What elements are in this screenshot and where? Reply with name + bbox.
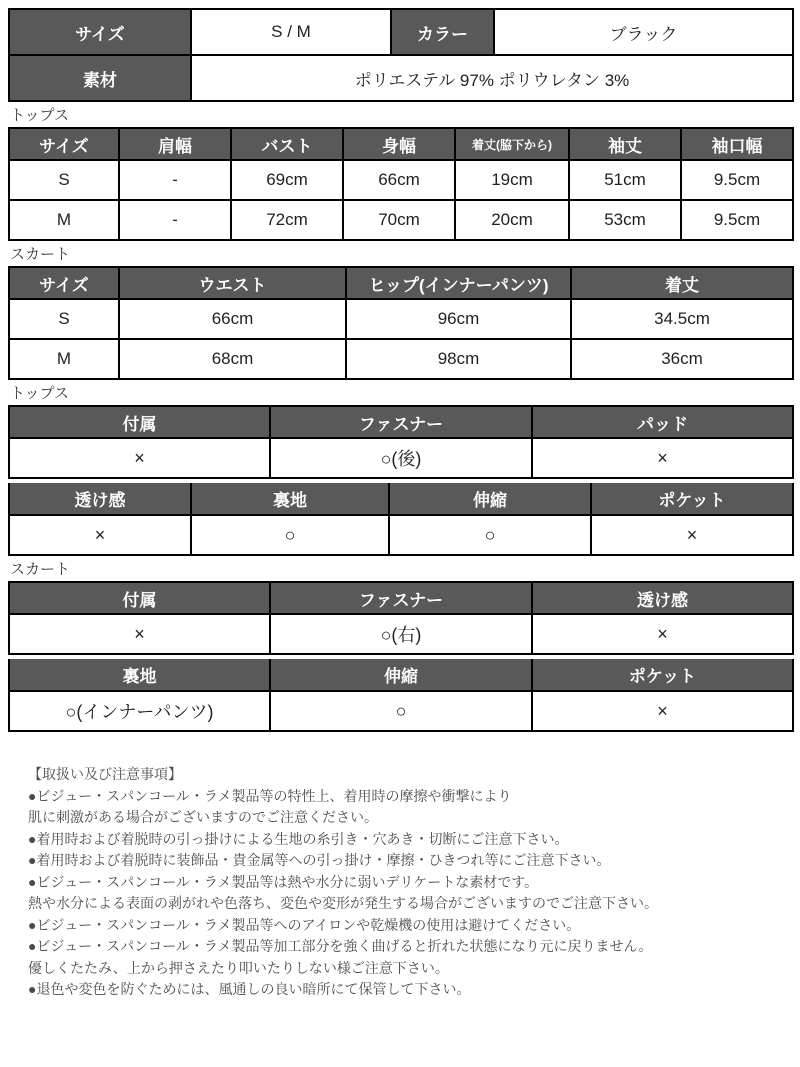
tops-measure-table bbox=[8, 127, 794, 241]
feature-header: ファスナー bbox=[270, 582, 532, 614]
skirt-detail-section-label: スカート bbox=[10, 561, 71, 578]
care-note-line: 肌に刺激がある場合がございますのでご注意ください。 bbox=[28, 809, 378, 825]
care-notes-title: 【取扱い及び注意事項】 bbox=[28, 766, 182, 782]
measure-cell: 66cm bbox=[119, 299, 346, 339]
spec-table bbox=[8, 8, 794, 102]
feature-value: × bbox=[532, 614, 793, 654]
care-note-line: ●ビジュー・スパンコール・ラメ製品等へのアイロンや乾燥機の使用は避けてください。 bbox=[28, 916, 581, 933]
column-header: バスト bbox=[231, 128, 343, 160]
material-label: 素材 bbox=[9, 55, 191, 101]
feature-value: ○(後) bbox=[270, 438, 532, 478]
size-cell: S bbox=[9, 299, 119, 339]
skirt-measure-table bbox=[8, 266, 794, 380]
measure-cell: 36cm bbox=[571, 339, 793, 379]
measure-cell: 68cm bbox=[119, 339, 346, 379]
table-row bbox=[9, 160, 793, 200]
skirt-detail-table-group2 bbox=[8, 659, 794, 732]
column-header: 着丈(脇下から) bbox=[455, 128, 569, 160]
measure-cell: 96cm bbox=[346, 299, 571, 339]
material-value: ポリエステル 97% ポリウレタン 3% bbox=[191, 55, 793, 101]
measure-cell: 72cm bbox=[231, 200, 343, 240]
measure-cell: 66cm bbox=[343, 160, 455, 200]
measure-cell: 34.5cm bbox=[571, 299, 793, 339]
feature-header: ポケット bbox=[591, 483, 793, 515]
care-note-line: ●ビジュー・スパンコール・ラメ製品等の特性上、着用時の摩擦や衝撃により bbox=[28, 787, 512, 804]
feature-header: 裏地 bbox=[9, 659, 270, 691]
measure-cell: 51cm bbox=[569, 160, 681, 200]
color-value: ブラック bbox=[494, 9, 793, 55]
feature-value: × bbox=[532, 691, 793, 731]
column-header: サイズ bbox=[9, 267, 119, 299]
column-header: ヒップ(インナーパンツ) bbox=[346, 267, 571, 299]
feature-value: ○ bbox=[389, 515, 591, 555]
measure-cell: 98cm bbox=[346, 339, 571, 379]
measure-cell: 20cm bbox=[455, 200, 569, 240]
feature-header: 透け感 bbox=[9, 483, 191, 515]
column-header: ウエスト bbox=[119, 267, 346, 299]
feature-header: 伸縮 bbox=[389, 483, 591, 515]
measure-cell: 19cm bbox=[455, 160, 569, 200]
measure-cell: 53cm bbox=[569, 200, 681, 240]
feature-header: 裏地 bbox=[191, 483, 389, 515]
column-header: サイズ bbox=[9, 128, 119, 160]
care-note-line: ●ビジュー・スパンコール・ラメ製品等は熱や水分に弱いデリケートな素材です。 bbox=[28, 873, 539, 890]
measure-cell: 70cm bbox=[343, 200, 455, 240]
tops-detail-table-group2 bbox=[8, 483, 794, 556]
care-note-line: ●退色や変色を防ぐためには、風通しの良い暗所にて保管して下さい。 bbox=[28, 981, 471, 997]
feature-value: ○(インナーパンツ) bbox=[9, 691, 270, 731]
feature-header: ファスナー bbox=[270, 406, 532, 438]
table-row bbox=[9, 614, 793, 654]
size-label: サイズ bbox=[9, 9, 191, 55]
feature-header: 伸縮 bbox=[270, 659, 532, 691]
size-cell: M bbox=[9, 339, 119, 379]
feature-header: 付属 bbox=[9, 582, 270, 614]
column-header: 袖丈 bbox=[569, 128, 681, 160]
care-note-line: ●着用時および着脱時の引っ掛けによる生地の糸引き・穴あき・切断にご注意下さい。 bbox=[28, 830, 569, 847]
column-header: 身幅 bbox=[343, 128, 455, 160]
size-value: S / M bbox=[191, 9, 391, 55]
feature-value: × bbox=[9, 515, 191, 555]
table-row bbox=[9, 299, 793, 339]
feature-header: 透け感 bbox=[532, 582, 793, 614]
care-notes bbox=[28, 764, 792, 1001]
measure-cell: - bbox=[119, 160, 231, 200]
color-label: カラー bbox=[391, 9, 494, 55]
table-row bbox=[9, 438, 793, 478]
feature-header: パッド bbox=[532, 406, 793, 438]
feature-value: × bbox=[532, 438, 793, 478]
feature-value: × bbox=[9, 614, 270, 654]
size-cell: S bbox=[9, 160, 119, 200]
table-row bbox=[9, 200, 793, 240]
tops-measure-section-label: トップス bbox=[10, 107, 69, 124]
column-header: 着丈 bbox=[571, 267, 793, 299]
column-header: 肩幅 bbox=[119, 128, 231, 160]
skirt-detail-table-group1 bbox=[8, 581, 794, 655]
skirt-measure-section-label: スカート bbox=[10, 246, 71, 263]
care-note-line: ●着用時および着脱時に装飾品・貴金属等への引っ掛け・摩擦・ひきつれ等にご注意下さい。 bbox=[28, 852, 611, 868]
feature-value: × bbox=[9, 438, 270, 478]
feature-value: ○ bbox=[191, 515, 389, 555]
feature-header: 付属 bbox=[9, 406, 270, 438]
feature-value: ○ bbox=[270, 691, 532, 731]
feature-value: × bbox=[591, 515, 793, 555]
measure-cell: 69cm bbox=[231, 160, 343, 200]
column-header: 袖口幅 bbox=[681, 128, 793, 160]
measure-cell: 9.5cm bbox=[681, 200, 793, 240]
tops-detail-table-group1 bbox=[8, 405, 794, 479]
tops-detail-section-label: トップス bbox=[10, 385, 69, 402]
table-row bbox=[9, 515, 793, 555]
measure-cell: 9.5cm bbox=[681, 160, 793, 200]
size-cell: M bbox=[9, 200, 119, 240]
care-note-line: 優しくたたみ、上から押さえたり叩いたりしない様ご注意下さい。 bbox=[28, 959, 449, 976]
feature-header: ポケット bbox=[532, 659, 793, 691]
feature-value: ○(右) bbox=[270, 614, 532, 654]
measure-cell: - bbox=[119, 200, 231, 240]
table-row bbox=[9, 339, 793, 379]
care-note-line: ●ビジュー・スパンコール・ラメ製品等加工部分を強く曲げると折れた状態になり元に戻りません。 bbox=[28, 938, 653, 954]
table-row bbox=[9, 691, 793, 731]
care-note-line: 熱や水分による表面の剥がれや色落ち、変色や変形が発生する場合がございますのでご注意下さい。 bbox=[28, 895, 658, 911]
